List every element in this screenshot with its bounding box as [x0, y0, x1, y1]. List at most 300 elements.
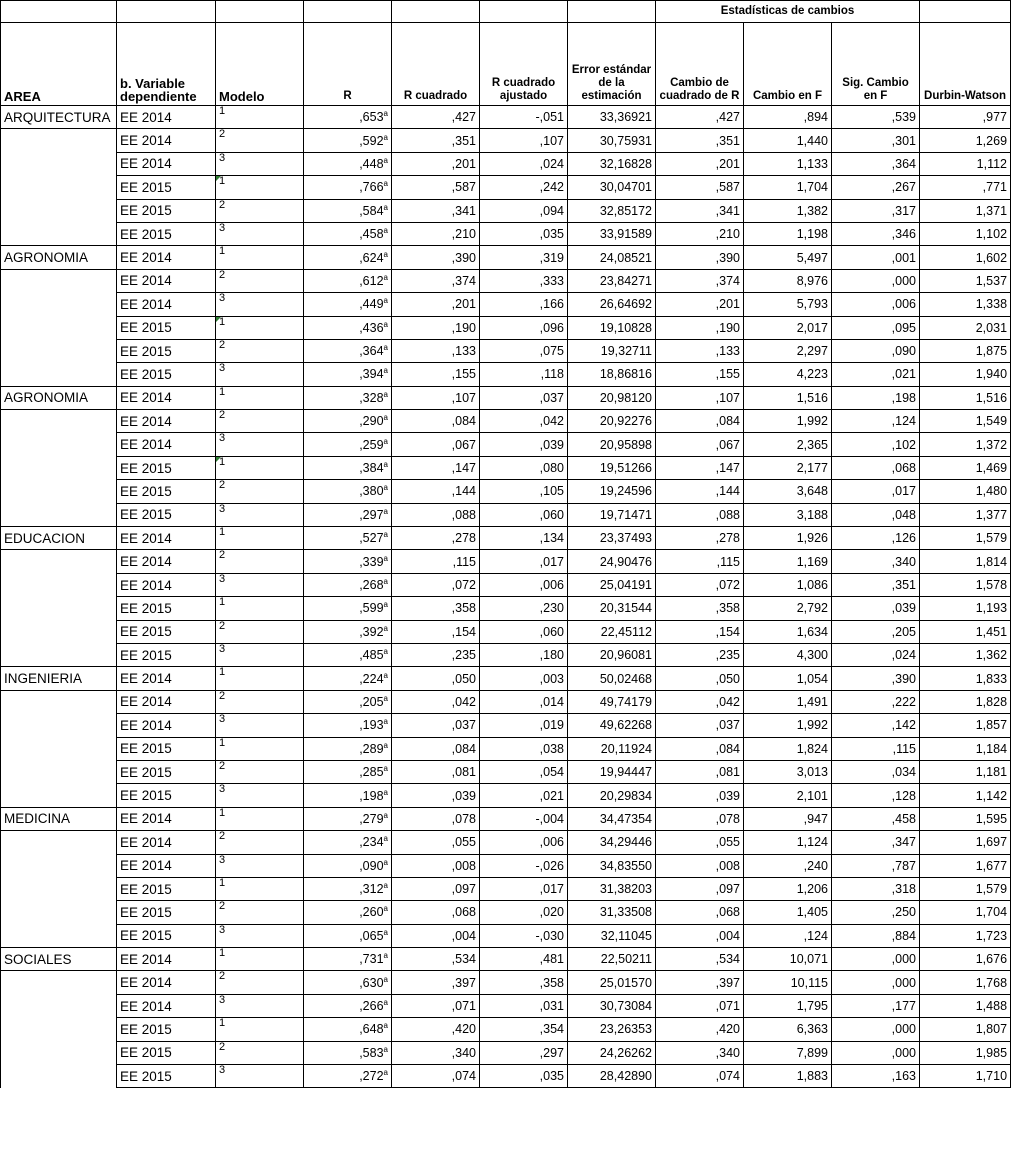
cell-r-value: ,272 [359, 1069, 384, 1084]
cell-r-squared-change: ,427 [656, 106, 744, 129]
cell-durbin-watson: ,977 [920, 106, 1011, 129]
cell-f-change: 1,883 [744, 1065, 832, 1088]
cell-area [1, 1041, 117, 1064]
cell-r-value: ,392 [359, 624, 384, 639]
cell-dependent-variable: EE 2014 [117, 573, 216, 596]
cell-durbin-watson: 1,377 [920, 503, 1011, 526]
cell-area: SOCIALES [1, 948, 117, 971]
table-row [1, 152, 1011, 175]
table-row [1, 877, 1011, 900]
table-row [1, 994, 1011, 1017]
cell-r-squared: ,055 [392, 831, 480, 854]
cell-r-squared-change: ,420 [656, 1018, 744, 1041]
cell-durbin-watson: 1,142 [920, 784, 1011, 807]
cell-model [216, 269, 304, 292]
cell-durbin-watson: 1,710 [920, 1065, 1011, 1088]
cell-model [216, 948, 304, 971]
cell-r [304, 410, 392, 433]
cell-model-value: 3 [219, 642, 226, 655]
cell-model-value: 2 [219, 1040, 226, 1053]
cell-r-squared-change: ,147 [656, 456, 744, 479]
cell-dependent-variable: EE 2014 [117, 807, 216, 830]
cell-durbin-watson: 1,469 [920, 456, 1011, 479]
cell-dependent-variable: EE 2014 [117, 971, 216, 994]
cell-model-value: 3 [219, 292, 226, 305]
cell-f-change: 2,365 [744, 433, 832, 456]
cell-r [304, 877, 392, 900]
error-flag-icon [216, 457, 221, 462]
cell-r-squared-change: ,081 [656, 760, 744, 783]
cell-adjusted-r-squared: ,134 [480, 527, 568, 550]
cell-durbin-watson: 1,807 [920, 1018, 1011, 1041]
cell-adjusted-r-squared: -,030 [480, 924, 568, 947]
cell-r-value: ,458 [359, 227, 384, 242]
cell-model [216, 807, 304, 830]
cell-area [1, 410, 117, 433]
cell-sig-f-change: ,301 [832, 129, 920, 152]
cell-durbin-watson: 1,516 [920, 386, 1011, 409]
cell-durbin-watson: 1,371 [920, 199, 1011, 222]
cell-r [304, 971, 392, 994]
cell-f-change: 1,704 [744, 176, 832, 199]
cell-r-squared-change: ,341 [656, 199, 744, 222]
cell-model [216, 129, 304, 152]
cell-model-value: 3 [219, 151, 226, 164]
header-area: AREA [1, 23, 117, 106]
footnote-marker: a [383, 717, 388, 727]
cell-r-value: ,268 [359, 578, 384, 592]
cell-sig-f-change: ,095 [832, 316, 920, 339]
cell-model [216, 573, 304, 596]
cell-r-value: ,198 [359, 788, 384, 803]
table-row [1, 924, 1011, 947]
cell-model [216, 854, 304, 877]
cell-r-value: ,339 [359, 554, 384, 569]
cell-adjusted-r-squared: ,333 [480, 269, 568, 292]
cell-std-error: 23,84271 [568, 269, 656, 292]
cell-r [304, 831, 392, 854]
cell-adjusted-r-squared: ,039 [480, 433, 568, 456]
cell-dependent-variable: EE 2015 [117, 222, 216, 245]
table-row [1, 503, 1011, 526]
header-r-squared: R cuadrado [392, 23, 480, 106]
footnote-marker: a [383, 880, 388, 890]
cell-r [304, 760, 392, 783]
cell-f-change: 4,300 [744, 643, 832, 666]
cell-r-squared: ,039 [392, 784, 480, 807]
cell-model [216, 456, 304, 479]
cell-durbin-watson: 1,537 [920, 269, 1011, 292]
cell-durbin-watson: 1,184 [920, 737, 1011, 760]
cell-r [304, 152, 392, 175]
cell-model [216, 550, 304, 573]
cell-area [1, 129, 117, 152]
cell-model-value: 2 [219, 830, 226, 843]
cell-r [304, 667, 392, 690]
cell-r-value: ,289 [359, 741, 384, 756]
error-flag-icon [216, 176, 221, 181]
cell-r-squared-change: ,115 [656, 550, 744, 573]
cell-r-squared-change: ,068 [656, 901, 744, 924]
cell-sig-f-change: ,128 [832, 784, 920, 807]
cell-f-change: 1,169 [744, 550, 832, 573]
cell-r-squared: ,081 [392, 760, 480, 783]
cell-model [216, 316, 304, 339]
footnote-marker: a [383, 319, 388, 329]
cell-model [216, 994, 304, 1017]
cell-dependent-variable: EE 2015 [117, 503, 216, 526]
cell-area [1, 550, 117, 573]
cell-r-squared: ,374 [392, 269, 480, 292]
cell-durbin-watson: 1,677 [920, 854, 1011, 877]
cell-area [1, 363, 117, 386]
table-row [1, 714, 1011, 737]
cell-f-change: 1,198 [744, 222, 832, 245]
cell-r [304, 293, 392, 316]
cell-durbin-watson: ,771 [920, 176, 1011, 199]
cell-r-squared: ,534 [392, 948, 480, 971]
footnote-marker: a [383, 413, 388, 423]
cell-dependent-variable: EE 2014 [117, 550, 216, 573]
cell-model [216, 433, 304, 456]
footnote-marker: a [383, 576, 388, 586]
cell-model [216, 410, 304, 433]
cell-sig-f-change: ,163 [832, 1065, 920, 1088]
cell-r-squared: ,397 [392, 971, 480, 994]
cell-r-squared: ,201 [392, 293, 480, 316]
cell-r [304, 339, 392, 362]
cell-model-value: 2 [219, 970, 226, 983]
table-row [1, 222, 1011, 245]
cell-durbin-watson: 1,451 [920, 620, 1011, 643]
table-body [1, 106, 1011, 1088]
cell-area [1, 760, 117, 783]
cell-r [304, 807, 392, 830]
cell-sig-f-change: ,347 [832, 831, 920, 854]
cell-r-value: ,090 [359, 858, 384, 873]
cell-area [1, 503, 117, 526]
cell-f-change: 3,648 [744, 480, 832, 503]
cell-f-change: 7,899 [744, 1041, 832, 1064]
cell-adjusted-r-squared: ,003 [480, 667, 568, 690]
cell-r-squared-change: ,084 [656, 410, 744, 433]
cell-dependent-variable: EE 2014 [117, 433, 216, 456]
cell-model [216, 176, 304, 199]
footnote-marker: a [383, 132, 388, 142]
cell-durbin-watson: 1,814 [920, 550, 1011, 573]
cell-model-value: 1 [219, 736, 226, 749]
cell-r [304, 1065, 392, 1088]
cell-model [216, 527, 304, 550]
cell-r [304, 199, 392, 222]
cell-r-value: ,193 [359, 718, 384, 733]
table-row [1, 971, 1011, 994]
cell-sig-f-change: ,039 [832, 597, 920, 620]
header-blank [920, 1, 1011, 23]
cell-r [304, 948, 392, 971]
cell-adjusted-r-squared: ,035 [480, 222, 568, 245]
footnote-marker: a [383, 155, 388, 165]
cell-sig-f-change: ,390 [832, 667, 920, 690]
cell-model-value: 1 [219, 1017, 226, 1030]
cell-r-squared-change: ,534 [656, 948, 744, 971]
cell-r-value: ,592 [359, 133, 384, 148]
cell-sig-f-change: ,021 [832, 363, 920, 386]
footnote-marker: a [383, 179, 388, 189]
cell-sig-f-change: ,142 [832, 714, 920, 737]
cell-r [304, 784, 392, 807]
cell-r [304, 433, 392, 456]
table-row [1, 620, 1011, 643]
cell-r-squared: ,210 [392, 222, 480, 245]
cell-f-change: 1,926 [744, 527, 832, 550]
cell-dependent-variable: EE 2015 [117, 737, 216, 760]
cell-std-error: 32,11045 [568, 924, 656, 947]
cell-std-error: 20,11924 [568, 737, 656, 760]
cell-durbin-watson: 2,031 [920, 316, 1011, 339]
cell-std-error: 30,75931 [568, 129, 656, 152]
cell-std-error: 20,92276 [568, 410, 656, 433]
cell-model [216, 831, 304, 854]
cell-adjusted-r-squared: ,354 [480, 1018, 568, 1041]
cell-dependent-variable: EE 2015 [117, 877, 216, 900]
cell-area [1, 573, 117, 596]
cell-dependent-variable: EE 2015 [117, 784, 216, 807]
footnote-marker: a [383, 1044, 388, 1054]
cell-r [304, 269, 392, 292]
cell-r-value: ,648 [359, 1022, 384, 1037]
footnote-marker: a [383, 530, 388, 540]
footnote-marker: a [383, 366, 388, 376]
cell-r-value: ,297 [359, 507, 384, 522]
cell-dependent-variable: EE 2014 [117, 948, 216, 971]
table-row [1, 129, 1011, 152]
cell-r-squared-change: ,074 [656, 1065, 744, 1088]
cell-r-value: ,364 [359, 344, 384, 359]
cell-area [1, 690, 117, 713]
cell-durbin-watson: 1,338 [920, 293, 1011, 316]
cell-adjusted-r-squared: ,017 [480, 550, 568, 573]
cell-adjusted-r-squared: ,358 [480, 971, 568, 994]
cell-model-value: 1 [219, 526, 226, 539]
cell-durbin-watson: 1,828 [920, 690, 1011, 713]
cell-r-value: ,731 [359, 952, 384, 967]
cell-dependent-variable: EE 2015 [117, 456, 216, 479]
cell-dependent-variable: EE 2014 [117, 714, 216, 737]
cell-r [304, 901, 392, 924]
cell-r-value: ,224 [359, 671, 384, 686]
cell-adjusted-r-squared: ,017 [480, 877, 568, 900]
cell-f-change: 1,992 [744, 410, 832, 433]
cell-area [1, 480, 117, 503]
cell-sig-f-change: ,048 [832, 503, 920, 526]
cell-adjusted-r-squared: ,242 [480, 176, 568, 199]
table-row [1, 199, 1011, 222]
cell-adjusted-r-squared: ,319 [480, 246, 568, 269]
cell-r-value: ,290 [359, 414, 384, 429]
cell-adjusted-r-squared: ,031 [480, 994, 568, 1017]
cell-durbin-watson: 1,768 [920, 971, 1011, 994]
cell-r [304, 924, 392, 947]
cell-r-squared: ,420 [392, 1018, 480, 1041]
footnote-marker: a [383, 1068, 388, 1078]
footnote-marker: a [383, 483, 388, 493]
cell-r-squared-change: ,067 [656, 433, 744, 456]
header-blank [480, 1, 568, 23]
cell-adjusted-r-squared: ,020 [480, 901, 568, 924]
cell-model [216, 714, 304, 737]
cell-durbin-watson: 1,480 [920, 480, 1011, 503]
cell-dependent-variable: EE 2015 [117, 760, 216, 783]
cell-model [216, 667, 304, 690]
cell-f-change: 1,516 [744, 386, 832, 409]
cell-durbin-watson: 1,102 [920, 222, 1011, 245]
cell-r-squared-change: ,154 [656, 620, 744, 643]
header-durbin-watson: Durbin-Watson [920, 23, 1011, 106]
cell-r [304, 176, 392, 199]
cell-r-squared-change: ,039 [656, 784, 744, 807]
cell-r-squared: ,358 [392, 597, 480, 620]
cell-r-squared: ,133 [392, 339, 480, 362]
cell-r-squared: ,235 [392, 643, 480, 666]
cell-model [216, 293, 304, 316]
cell-r-squared: ,147 [392, 456, 480, 479]
cell-r [304, 854, 392, 877]
cell-dependent-variable: EE 2015 [117, 620, 216, 643]
cell-f-change: 3,013 [744, 760, 832, 783]
cell-f-change: 1,405 [744, 901, 832, 924]
cell-std-error: 22,50211 [568, 948, 656, 971]
cell-sig-f-change: ,034 [832, 760, 920, 783]
cell-r-squared: ,084 [392, 737, 480, 760]
header-sig-f-change: Sig. Cambio en F [832, 23, 920, 106]
cell-r-squared-change: ,390 [656, 246, 744, 269]
cell-durbin-watson: 1,985 [920, 1041, 1011, 1064]
footnote-marker: a [383, 389, 388, 399]
cell-r-squared-change: ,397 [656, 971, 744, 994]
cell-r [304, 1041, 392, 1064]
cell-durbin-watson: 1,578 [920, 573, 1011, 596]
cell-std-error: 19,71471 [568, 503, 656, 526]
cell-dependent-variable: EE 2014 [117, 386, 216, 409]
cell-model [216, 222, 304, 245]
cell-model-value: 3 [219, 502, 226, 515]
table-row [1, 269, 1011, 292]
cell-r-squared: ,042 [392, 690, 480, 713]
cell-model-value: 1 [219, 175, 226, 188]
cell-f-change: ,240 [744, 854, 832, 877]
cell-area [1, 597, 117, 620]
cell-r [304, 222, 392, 245]
cell-sig-f-change: ,539 [832, 106, 920, 129]
cell-area [1, 784, 117, 807]
cell-f-change: 1,491 [744, 690, 832, 713]
cell-r-squared: ,088 [392, 503, 480, 526]
cell-r [304, 246, 392, 269]
cell-model-value: 3 [219, 221, 226, 234]
cell-r-value: ,312 [359, 882, 384, 897]
cell-f-change: 1,795 [744, 994, 832, 1017]
cell-model-value: 1 [219, 315, 226, 328]
cell-model-value: 2 [219, 198, 226, 211]
cell-sig-f-change: ,177 [832, 994, 920, 1017]
cell-f-change: 3,188 [744, 503, 832, 526]
cell-std-error: 20,98120 [568, 386, 656, 409]
cell-r-value: ,065 [359, 928, 384, 943]
cell-model-value: 2 [219, 619, 226, 632]
cell-adjusted-r-squared: ,019 [480, 714, 568, 737]
cell-model-value: 1 [219, 596, 226, 609]
cell-r-squared-change: ,037 [656, 714, 744, 737]
table-row [1, 293, 1011, 316]
cell-r [304, 994, 392, 1017]
cell-adjusted-r-squared: ,006 [480, 831, 568, 854]
table-row [1, 106, 1011, 129]
cell-std-error: 26,64692 [568, 293, 656, 316]
cell-r-value: ,485 [359, 648, 384, 663]
cell-sig-f-change: ,787 [832, 854, 920, 877]
cell-f-change: 1,824 [744, 737, 832, 760]
cell-r-squared: ,074 [392, 1065, 480, 1088]
cell-sig-f-change: ,340 [832, 550, 920, 573]
cell-r-squared: ,097 [392, 877, 480, 900]
cell-r-squared-change: ,107 [656, 386, 744, 409]
cell-adjusted-r-squared: ,014 [480, 690, 568, 713]
cell-area [1, 222, 117, 245]
cell-model-value: 1 [219, 876, 226, 889]
cell-durbin-watson: 1,697 [920, 831, 1011, 854]
cell-r-value: ,394 [359, 367, 384, 382]
cell-std-error: 34,83550 [568, 854, 656, 877]
cell-model [216, 877, 304, 900]
cell-model [216, 737, 304, 760]
cell-r-squared: ,190 [392, 316, 480, 339]
footnote-marker: a [383, 647, 388, 657]
cell-area [1, 152, 117, 175]
cell-r [304, 573, 392, 596]
cell-std-error: 32,85172 [568, 199, 656, 222]
cell-std-error: 24,26262 [568, 1041, 656, 1064]
cell-std-error: 28,42890 [568, 1065, 656, 1088]
cell-r-value: ,449 [359, 297, 384, 312]
cell-r-squared: ,072 [392, 573, 480, 596]
cell-dependent-variable: EE 2015 [117, 901, 216, 924]
cell-r-value: ,285 [359, 765, 384, 780]
cell-sig-f-change: ,205 [832, 620, 920, 643]
cell-sig-f-change: ,017 [832, 480, 920, 503]
cell-r [304, 643, 392, 666]
cell-r-squared: ,084 [392, 410, 480, 433]
cell-f-change: 8,976 [744, 269, 832, 292]
cell-sig-f-change: ,000 [832, 1041, 920, 1064]
cell-model-value: 3 [219, 1064, 226, 1077]
cell-model-value: 2 [219, 759, 226, 772]
cell-r-squared-change: ,084 [656, 737, 744, 760]
cell-adjusted-r-squared: ,118 [480, 363, 568, 386]
cell-std-error: 19,10828 [568, 316, 656, 339]
cell-dependent-variable: EE 2015 [117, 643, 216, 666]
footnote-marker: a [383, 553, 388, 563]
cell-adjusted-r-squared: ,054 [480, 760, 568, 783]
cell-r-value: ,259 [359, 437, 384, 452]
cell-r-squared: ,071 [392, 994, 480, 1017]
footnote-marker: a [383, 225, 388, 235]
cell-std-error: 20,95898 [568, 433, 656, 456]
cell-r-squared-change: ,071 [656, 994, 744, 1017]
cell-r-squared: ,050 [392, 667, 480, 690]
header-model: Modelo [216, 23, 304, 106]
cell-r [304, 737, 392, 760]
